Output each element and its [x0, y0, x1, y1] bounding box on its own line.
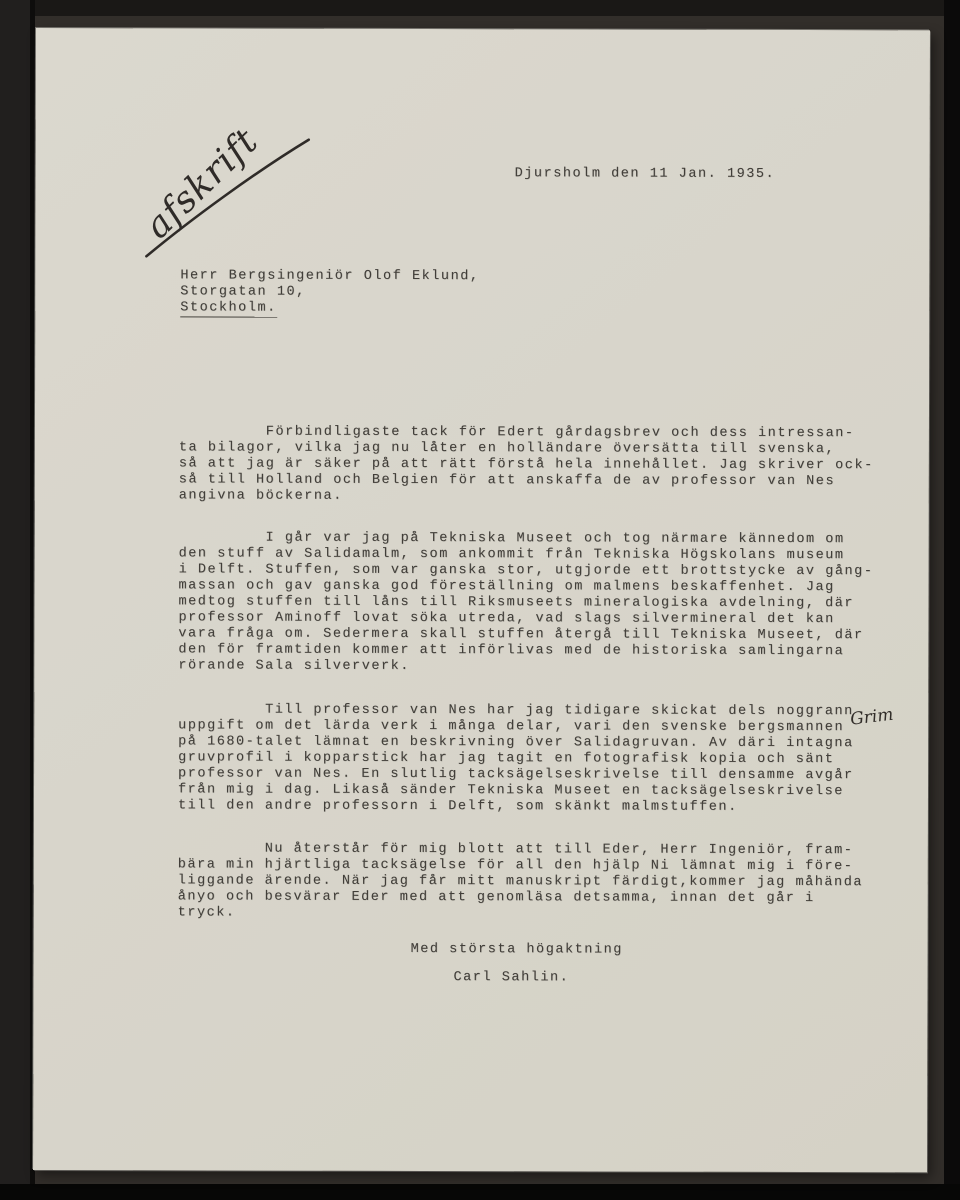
text-line: uppgift om det lärda verk i många delar, vari den svenske bergsmannen [178, 718, 845, 736]
text-line: gruvprofil i kopparstick har jag tagit en fotografisk kopia och sänt [178, 750, 835, 768]
text-line: så till Holland och Belgien för att anskaffa de av professor van Nes [178, 472, 836, 490]
text-line: på 1680-talet lämnat en beskrivning över Salidagruvan. Av däri intagna [178, 734, 854, 752]
text-line: den stuff av Salidamalm, som ankommit från Tekniska Högskolans museum [178, 546, 845, 564]
text-line: Förbindligaste tack för Edert gårdagsbrev och dess intressan- [178, 424, 855, 442]
backdrop-strip-right [944, 0, 960, 1200]
text-line: liggande ärende. När jag får mitt manuskript färdigt,kommer jag måhända [177, 873, 864, 891]
text-line: Till professor van Nes har jag tidigare skickat dels noggrann [178, 702, 854, 720]
recipient-address [180, 268, 479, 317]
handwritten-margin-note: Grim [849, 704, 895, 730]
text-line: massan och gav ganska god föreställning om malmens beskaffenhet. Jag [178, 578, 835, 596]
text-line: medtog stuffen till låns till Riksmuseets mineralogiska avdelning, där [178, 594, 855, 612]
recipient-name: Herr Bergsingeniör Olof Eklund, [180, 268, 480, 285]
text-line: I går var jag på Tekniska Museet och tog närmare kännedom om [178, 530, 845, 548]
text-line: professor van Nes. En slutlig tacksägelseskrivelse till densamme avgår [178, 766, 854, 784]
copy-note-text: afskrift [137, 120, 267, 247]
paragraph-2 [178, 530, 873, 676]
text-line: från mig i dag. Likaså sänder Tekniska Museet en tacksägelseskrivelse [177, 782, 844, 800]
text-line: Nu återstår för mig blott att till Eder, Herr Ingeniör, fram- [177, 841, 854, 859]
text-line: vara fråga om. Sedermera skall stuffen återgå till Tekniska Museet, där [178, 626, 864, 644]
text-line: rörande Sala silververk. [178, 658, 410, 674]
paragraph-4 [178, 841, 863, 923]
recipient-city: Stockholm. [180, 300, 277, 316]
text-line: ta bilagor, vilka jag nu låter en holländare översätta till svenska, [178, 440, 836, 458]
text-line: så att jag är säker på att rätt förstå hela innehållet. Jag skriver ock- [178, 456, 874, 474]
text-line: ånyo och besvärar Eder med att genomläsa detsamma, innan det går i [177, 889, 815, 907]
text-line: till den andre professorn i Delft, som skänkt malmstuffen. [177, 798, 738, 815]
letter-paper [33, 28, 930, 1172]
text-line: angivna böckerna. [178, 488, 343, 504]
text-line: i Delft. Stuffen, som var ganska stor, utgjorde ett brottstycke av gång- [178, 562, 874, 580]
signature: Carl Sahlin. [453, 970, 570, 986]
text-line: professor Aminoff lovat söka utreda, vad slags silvermineral det kan [178, 610, 835, 628]
text-line: tryck. [177, 905, 236, 921]
letter-date: Djursholm den 11 Jan. 1935. [514, 166, 776, 182]
paragraph-3 [178, 702, 854, 816]
backdrop-strip-top [0, 0, 960, 16]
text-line: bära min hjärtliga tacksägelse för all den hjälp Ni lämnat mig i före- [177, 857, 854, 875]
backdrop-strip-left [0, 0, 30, 1200]
closing-salutation: Med största högaktning [410, 941, 623, 958]
backdrop-strip-bottom [0, 1184, 960, 1200]
paragraph-1 [179, 424, 874, 506]
handwritten-copy-note [129, 110, 349, 291]
recipient-street: Storgatan 10, [180, 284, 306, 300]
text-line: den för framtiden kommer att införlivas med de historiska samlingarna [178, 642, 845, 660]
